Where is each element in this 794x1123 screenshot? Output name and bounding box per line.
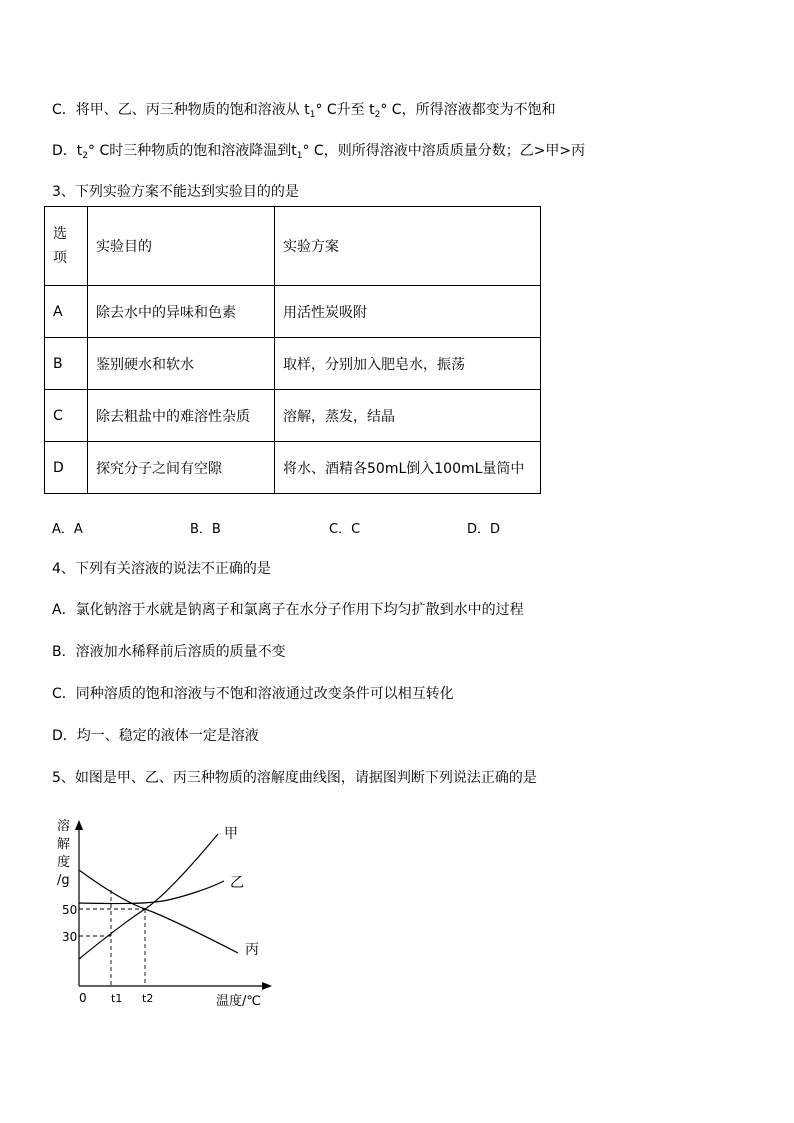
subscript: 2 [374, 110, 381, 120]
row-plan: 取样，分别加入肥皂水，振荡 [275, 338, 541, 390]
x-tick-t1: t1 [111, 992, 123, 1005]
subscript: 1 [309, 110, 316, 120]
row-goal: 鉴别硬水和软水 [88, 338, 275, 390]
q2-option-d-suffix: ° C，则所得溶液中溶质质量分数；乙>甲>丙 [302, 143, 586, 159]
q4-option-a[interactable]: A．氯化钠溶于水就是钠离子和氯离子在水分子作用下均匀扩散到水中的过程 [52, 602, 524, 618]
q2-option-d-prefix: D．t [52, 143, 83, 159]
y-label-char: 溶 [57, 819, 71, 834]
y-axis-arrow [75, 820, 83, 830]
q3-choice-c[interactable]: C．C [329, 522, 361, 537]
solubility-chart [50, 812, 290, 1012]
row-goal: 除去水中的异味和色素 [88, 286, 275, 338]
q3-choice-d[interactable]: D．D [467, 522, 501, 537]
q4-option-c[interactable]: C．同种溶质的饱和溶液与不饱和溶液通过改变条件可以相互转化 [52, 686, 454, 702]
q3-stem: 3、下列实验方案不能达到实验目的的是 [52, 184, 299, 200]
subscript: 2 [82, 151, 89, 161]
x-axis-label: 温度/℃ [216, 994, 261, 1009]
header-option [45, 207, 88, 286]
q2-option-d [52, 141, 585, 166]
y-label-char: 解 [57, 837, 71, 852]
row-plan: 将水、酒精各50mL倒入100mL量筒中 [275, 442, 541, 494]
row-goal: 除去粗盐中的难溶性杂质 [88, 390, 275, 442]
table-row [45, 286, 541, 338]
y-tick-50: 50 [62, 903, 78, 917]
header-option-text: 选项 [53, 226, 67, 266]
q5-stem: 5、如图是甲、乙、丙三种物质的溶解度曲线图，请据图判断下列说法正确的是 [52, 770, 537, 786]
q2-option-c-prefix: C．将甲、乙、丙三种物质的饱和溶液从 t [52, 102, 310, 118]
table-header-row [45, 207, 541, 286]
origin-label: 0 [79, 991, 87, 1005]
curve-yi [79, 881, 224, 904]
table-row [45, 338, 541, 390]
q3-table [44, 206, 541, 494]
row-plan: 溶解，蒸发，结晶 [275, 390, 541, 442]
header-plan: 实验方案 [275, 207, 541, 286]
y-label-char: 度 [57, 855, 71, 870]
q3-choice-a[interactable]: A．A [52, 522, 83, 537]
y-label-char: /g [57, 873, 70, 888]
row-plan: 用活性炭吸附 [275, 286, 541, 338]
x-tick-t2: t2 [142, 992, 154, 1005]
row-option: D [45, 442, 88, 494]
series-label-jia: 甲 [224, 826, 238, 842]
row-goal: 探究分子之间有空隙 [88, 442, 275, 494]
series-label-bing: 丙 [245, 942, 259, 958]
y-tick-30: 30 [62, 930, 78, 944]
row-option: A [45, 286, 88, 338]
q4-option-b[interactable]: B．溶液加水稀释前后溶质的质量不变 [52, 644, 286, 660]
q2-option-c-mid: ° C升至 t [315, 102, 375, 118]
q4-stem: 4、下列有关溶液的说法不正确的是 [52, 561, 271, 577]
q3-choice-b[interactable]: B．B [190, 522, 221, 537]
subscript: 1 [296, 151, 303, 161]
row-option: B [45, 338, 88, 390]
q2-option-c [52, 100, 556, 125]
q4-option-d[interactable]: D．均一、稳定的液体一定是溶液 [52, 728, 259, 744]
row-option: C [45, 390, 88, 442]
table-row [45, 442, 541, 494]
header-goal: 实验目的 [88, 207, 275, 286]
x-axis-arrow [262, 982, 272, 990]
table-row [45, 390, 541, 442]
series-label-yi: 乙 [230, 875, 244, 891]
q2-option-c-suffix: ° C，所得溶液都变为不饱和 [380, 102, 556, 118]
q2-option-d-mid: ° C时三种物质的饱和溶液降温到t [88, 143, 297, 159]
curve-jia [79, 834, 218, 959]
